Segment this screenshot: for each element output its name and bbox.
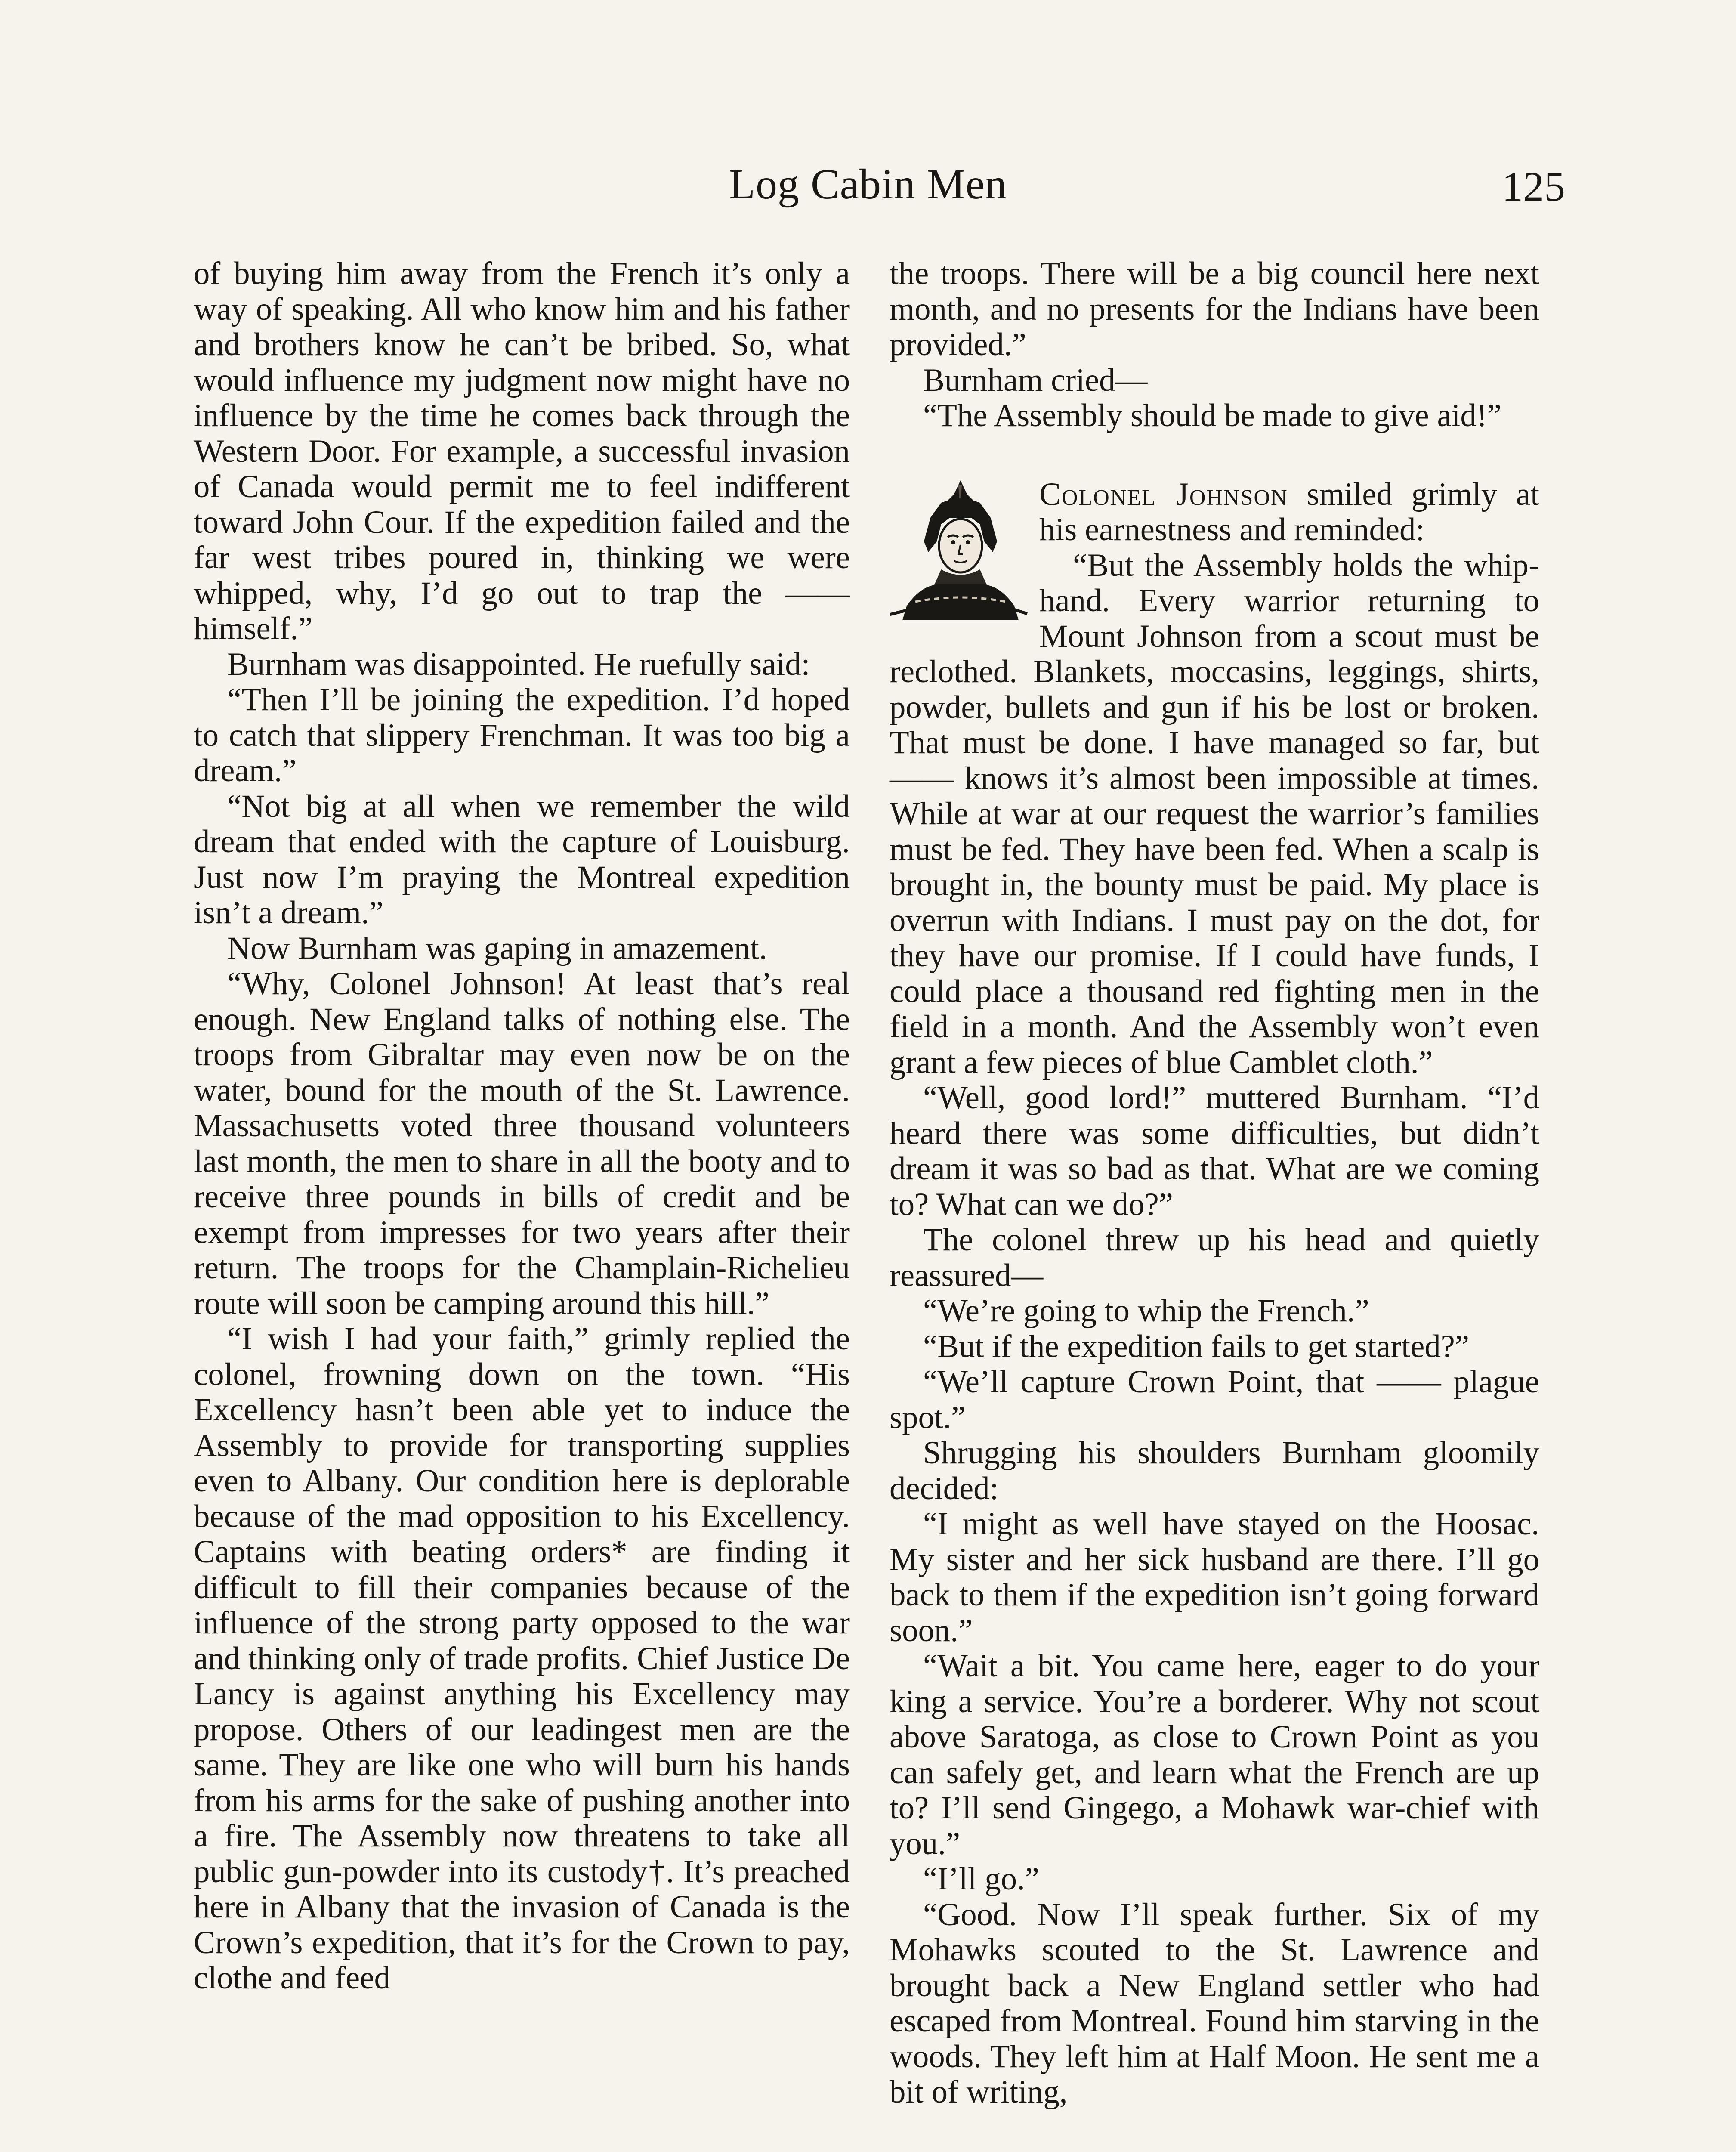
paragraph: “Good. Now I’ll speak further. Six of my Mohawks scouted to the St. Lawrence and brought back a New England settler who had escaped from Montreal. Found him starving in the woods. They left him at Half Moon. He sent me a bit of writing,: [890, 1896, 1539, 2110]
paragraph: “We’re going to whip the French.”: [923, 1293, 1369, 1329]
paragraph: “Not big at all when we remember the wild dream that ended with the capture of Louisburg. Just now I’m praying the Montreal expedition isn’t a dream.”: [194, 788, 850, 931]
paragraph: “Then I’ll be joining the expedition. I’d hoped to catch that slippery Frenchman. It was too big a dream.”: [194, 682, 850, 788]
paragraph: “I’ll go.”: [923, 1861, 1039, 1897]
paragraph: Burnham was disappointed. He ruefully said:: [227, 646, 810, 682]
paragraph: “I wish I had your faith,” grimly replied the colonel, frowning down on the town. “His Excellency hasn’t been able yet to induce the Assembly to provide for transporting supplies even to Albany. Our condition here is deplorable because of the mad opposition to his Excellency. Captains with beating orders* are finding it difficult to fill their companies because of the influence of the strong party opposed to the war and thinking only of trade profits. Chief Justice De Lancy is against anything his Excellency may propose. Others of our leadingest men are the same. They are like one who will burn his hands from his arms for the sake of pushing another into a fire. The Assembly now threatens to take all public gun-powder into its custody†. It’s preached here in Albany that the invasion of Canada is the Crown’s expedition, that it’s for the Crown to pay, clothe and feed: [194, 1321, 850, 1996]
running-title: Log Cabin Men: [729, 160, 1007, 208]
paragraph: of buying him away from the French it’s only a way of speaking. All who know him and his father and brothers know he can’t be bribed. So, what would influence my judgment now might have no influence by the time he comes back through the Western Door. For example, a successful invasion of Canada would permit me to feel indifferent toward John Cour. If the expedition failed and the far west tribes poured in, thinking we were whipped, why, I’d go out to trap the —— himself.”: [194, 256, 850, 646]
paragraph: Burnham cried—: [923, 362, 1148, 398]
right-column: [890, 256, 1539, 2110]
left-column: [194, 256, 850, 1996]
paragraph: “The Assembly should be made to give aid!”: [923, 398, 1501, 433]
drop-rest-text: smiled grimly at his earnestness and reminded:: [1039, 476, 1539, 547]
paragraph: “But if the expedition fails to get started?”: [923, 1328, 1470, 1364]
paragraph: Now Burnham was gaping in amazement.: [227, 930, 767, 966]
paragraph: Shrugging his shoulders Burnham gloomily decided:: [890, 1435, 1539, 1506]
mohawk-portrait-icon: [890, 477, 1032, 620]
mohawk-portrait-vignette: [890, 477, 1032, 620]
paragraph: “Wait a bit. You came here, eager to do your king a service. You’re a borderer. Why not scout above Saratoga, as close to Crown Point as you can safely get, and learn what the French are up to? I’ll send Gingego, a Mohawk war-chief with you.”: [890, 1648, 1539, 1861]
paragraph: the troops. There will be a big council here next month, and no presents for the Indians have been provided.”: [890, 256, 1539, 362]
paragraph: “I might as well have stayed on the Hoosac. My sister and her sick husband are there. I’ll go back to them if the expedition isn’t going forward soon.”: [890, 1506, 1539, 1648]
paragraph: “But the Assembly holds the whip-hand. Every warrior returning to Mount Johnson from a scout must be reclothed. Blankets, moccasins, leggings, shirts, powder, bullets and gun if his be lost or broken. That must be done. I have managed so far, but —— knows it’s almost been impossible at times. While at war at our request the warrior’s families must be fed. They have been fed. When a scalp is brought in, the bounty must be paid. My place is overrun with Indians. I must pay on the dot, for they have our promise. If I could have funds, I could place a thousand red fighting men in the field in a month. And the Assembly won’t even grant a few pieces of blue Camblet cloth.”: [890, 547, 1539, 1080]
paragraph: The colonel threw up his head and quietly reassured—: [890, 1222, 1539, 1293]
section-gap: [890, 434, 1539, 477]
paragraph: “Well, good lord!” muttered Burnham. “I’d heard there was some difficulties, but didn’t dream it was so bad as that. What are we coming to? What can we do?”: [890, 1080, 1539, 1222]
paragraph: “We’ll capture Crown Point, that —— plague spot.”: [890, 1364, 1539, 1435]
page-number: 125: [1502, 164, 1565, 210]
drop-lead-text: Colonel Johnson: [1039, 476, 1288, 512]
paragraph: “Why, Colonel Johnson! At least that’s real enough. New England talks of nothing else. The troops from Gibraltar may even now be on the water, bound for the mouth of the St. Lawrence. Massachusetts voted three thousand volunteers last month, the men to share in all the booty and to receive three pounds in bills of credit and be exempt from impresses for two years after their return. The troops for the Champlain-Richelieu route will soon be camping around this hill.”: [194, 966, 850, 1321]
